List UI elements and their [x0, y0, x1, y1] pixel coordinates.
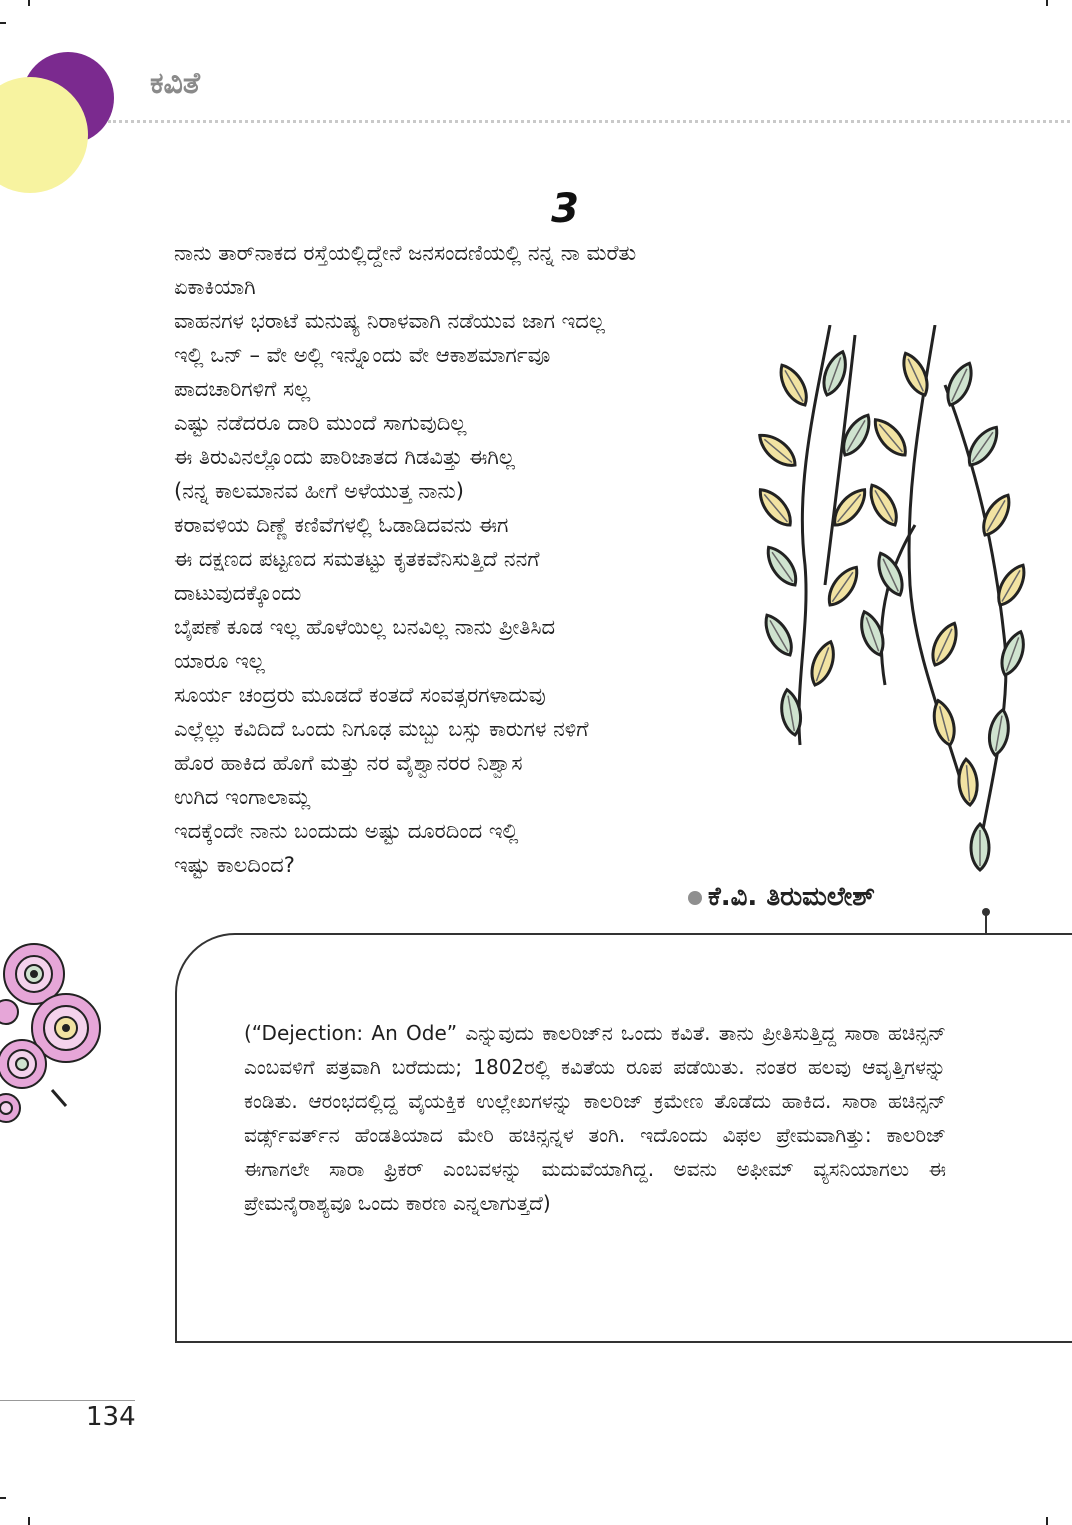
poem-number: 3: [551, 186, 579, 232]
crop-mark-left-bottom: [0, 1497, 6, 1499]
poem-line: ಸೂರ್ಯ ಚಂದ್ರರು ಮೂಡದೆ ಕಂತದೆ ಸಂವತ್ಸರಗಳಾದುವು: [174, 683, 546, 707]
poem-line: ಈ ತಿರುವಿನಲ್ಲೊಂದು ಪಾರಿಜಾತದ ಗಿಡವಿತ್ತು ಈಗಿಲ್ಲ: [174, 445, 515, 469]
poem-line: ಇಷ್ಟು ಕಾಲದಿಂದ?: [174, 853, 295, 877]
poem-line: ಕರಾವಳಿಯ ದಿಣ್ಣೆ ಕಣಿವೆಗಳಲ್ಲಿ ಓಡಾಡಿದವನು ಈಗ: [174, 513, 509, 537]
crop-mark-bottom-right: [1046, 1517, 1048, 1525]
poem-line: ಪಾದಚಾರಿಗಳಿಗೆ ಸಲ್ಲ: [174, 377, 311, 401]
crop-mark-top-left: [28, 0, 30, 6]
bullet-icon: [688, 891, 702, 905]
page-number: 134: [86, 1402, 136, 1432]
crop-mark-left-top: [0, 22, 6, 24]
poem-line: ಈ ದಕ್ಷಣದ ಪಟ್ಟಣದ ಸಮತಟ್ಟು ಕೃತಕವೆನಿಸುತ್ತಿದೆ ನನಗೆ: [174, 547, 540, 571]
author-name: ಕೆ.ವಿ. ತಿರುಮಲೇಶ್: [708, 882, 875, 912]
note-connector-line: [985, 912, 987, 934]
note-text: (“Dejection: An Ode” ಎನ್ನುವುದು ಕಾಲರಿಜ್‌ನ ಒಂದು ಕವಿತೆ. ತಾನು ಪ್ರೀತಿಸುತ್ತಿದ್ದ ಸಾರಾ ಹಚಿನ್ಸನ್ ಎಂಬವಳಿಗೆ ಪತ್ರವಾಗಿ ಬರೆದುದು; 1802ರಲ್ಲಿ ಕವಿತೆಯ ರೂಪ ಪಡೆಯಿತು. ನಂತರ ಹಲವು ಆವೃತ್ತಿಗಳನ್ನು ಕಂಡಿತು. ಆರಂಭದಲ್ಲಿದ್ದ ವೈಯಕ್ತಿಕ ಉಲ್ಲೇಖಗಳನ್ನು ಕಾಲರಿಜ್ ಕ್ರಮೇಣ ತೊಡೆದು ಹಾಕಿದ. ಸಾರಾ ಹಚಿನ್ಸನ್ ವರ್ಡ್ಸ್‌ವರ್ತ್‌ನ ಹೆಂಡತಿಯಾದ ಮೇರಿ ಹಚಿನ್ಸನ್ನಳ ತಂಗಿ. ಇದೊಂದು ವಿಫಲ ಪ್ರೇಮವಾಗಿತ್ತು: ಕಾಲರಿಜ್ ಈಗಾಗಲೇ ಸಾರಾ ಫ್ರಿಕರ್ ಎಂಬವಳನ್ನು ಮದುವೆಯಾಗಿದ್ದ. ಅವನು ಅಫೀಮ್ ವ್ಯಸನಿಯಾಗಲು ಈ ಪ್ರೇಮನೈರಾಶ್ಯವೂ ಒಂದು ಕಾರಣ ಎನ್ನಲಾಗುತ್ತದೆ): [244, 1021, 946, 1215]
poem-line: ಹೊರ ಹಾಕಿದ ಹೊಗೆ ಮತ್ತು ನರ ವೈಶ್ವಾನರರ ನಿಶ್ವಾಸ: [174, 751, 523, 775]
hanging-vine-illustration: [735, 325, 1055, 875]
poem-line: ಯಾರೂ ಇಲ್ಲ: [174, 649, 265, 673]
poem-line: ನಾನು ತಾರ್‌ನಾಕದ ರಸ್ತೆಯಲ್ಲಿದ್ದೇನೆ ಜನಸಂದಣಿಯಲ್ಲಿ ನನ್ನ ನಾ ಮರೆತು: [174, 241, 637, 265]
poem-author: [688, 882, 875, 913]
section-title: ಕವಿತೆ: [150, 66, 200, 101]
poem-body: [174, 236, 814, 882]
flower-circles-illustration: [0, 940, 110, 1130]
corner-circles: [0, 40, 120, 210]
crop-mark-bottom-left: [28, 1517, 30, 1525]
crop-mark-top-right: [1046, 0, 1048, 6]
poem-line: ಉಗಿದ ಇಂಗಾಲಾಮ್ಲ: [174, 785, 311, 809]
poem-line: ಇಲ್ಲಿ ಒನ್ – ವೇ ಅಲ್ಲಿ ಇನ್ನೊಂದು ವೇ ಆಕಾಶಮಾರ್ಗವೂ: [174, 343, 551, 367]
poem-line: ಇದಕ್ಕೆಂದೇ ನಾನು ಬಂದುದು ಅಷ್ಟು ದೂರದಿಂದ ಇಲ್ಲಿ: [174, 819, 519, 843]
poem-line: ಎಷ್ಟು ನಡೆದರೂ ದಾರಿ ಮುಂದೆ ಸಾಗುವುದಿಲ್ಲ: [174, 411, 467, 435]
poem-line: (ನನ್ನ ಕಾಲಮಾನವ ಹೀಗೆ ಅಳೆಯುತ್ತ ನಾನು): [174, 479, 464, 503]
page-number-rule: [0, 1400, 135, 1401]
poem-line: ವಾಹನಗಳ ಭರಾಟೆ ಮನುಷ್ಯ ನಿರಾಳವಾಗಿ ನಡೆಯುವ ಜಾಗ ಇದಲ್ಲ: [174, 309, 605, 333]
poem-line: ಏಕಾಕಿಯಾಗಿ: [174, 275, 256, 299]
poem-line: ಎಲ್ಲೆಲ್ಲು ಕವಿದಿದೆ ಒಂದು ನಿಗೂಢ ಮಬ್ಬು ಬಸ್ಸು ಕಾರುಗಳ ನಳಿಗೆ: [174, 717, 589, 741]
poem-line: ಬೈಪಣೆ ಕೂಡ ಇಲ್ಲ ಹೊಳೆಯಿಲ್ಲ ಬನವಿಲ್ಲ ನಾನು ಪ್ರೀತಿಸಿದ: [174, 615, 556, 639]
header-dotted-rule: [108, 120, 1070, 123]
poem-line: ದಾಟುವುದಕ್ಕೊಂದು: [174, 581, 302, 605]
